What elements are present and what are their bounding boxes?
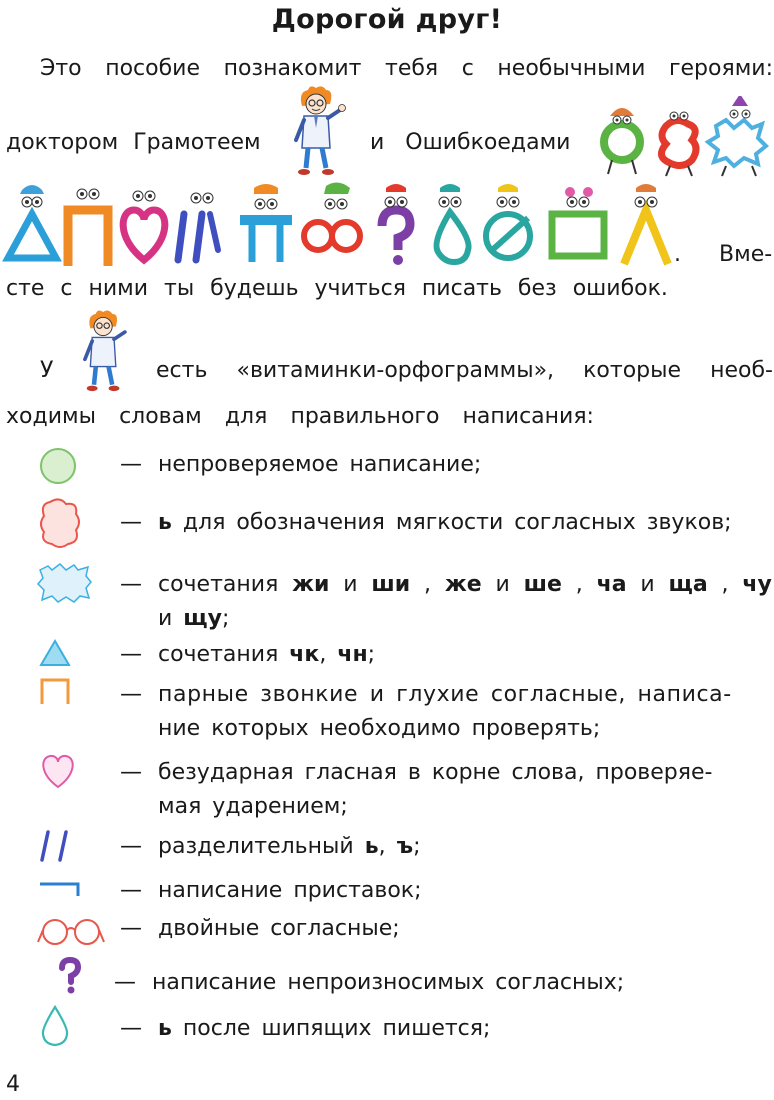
bold-letter: ь <box>158 1016 172 1041</box>
bold-letters: чк <box>289 642 320 667</box>
legend-text-part: и <box>158 606 184 631</box>
period: . <box>674 242 681 267</box>
monster-lambda <box>624 184 668 264</box>
double-slash-icon <box>38 828 72 864</box>
word: необ- <box>710 358 773 383</box>
monsters-group-1-icon <box>596 96 774 180</box>
legend-text: написание приставок; <box>158 878 422 903</box>
doctor-gramotey-small-icon <box>74 306 134 398</box>
bold-letters: чу <box>742 572 772 597</box>
legend-text-part: , <box>424 572 432 597</box>
green-circle-icon <box>38 446 78 486</box>
legend-text-part: после шипящих пишется; <box>171 1016 491 1041</box>
bold-letters: жи <box>292 572 330 597</box>
monster-bracket <box>68 189 108 266</box>
word: ты <box>164 276 195 301</box>
legend-text: мая ударением; <box>158 794 348 819</box>
word: есть <box>156 358 208 383</box>
monster-glasses <box>304 182 360 250</box>
page-number: 4 <box>6 1072 20 1097</box>
bold-letter: ь <box>364 834 379 859</box>
dash: — <box>120 642 142 667</box>
triangle-icon <box>38 638 72 668</box>
legend-text <box>158 1016 490 1041</box>
bold-letter: ь <box>158 510 172 535</box>
legend-text <box>158 572 772 597</box>
word: без <box>517 276 557 301</box>
word: героями: <box>668 56 773 81</box>
legend-text-part: ; <box>221 606 230 631</box>
drop-icon <box>38 1004 72 1048</box>
intro-line-4 <box>6 276 668 301</box>
prefix-mark-icon <box>38 880 82 900</box>
legend-text <box>158 834 421 859</box>
word: пособие <box>105 56 201 81</box>
monster-rect <box>552 187 604 256</box>
monster-drop <box>437 184 469 262</box>
red-blob-icon <box>38 496 82 550</box>
word: познакомит <box>223 56 362 81</box>
intro-line-3-end: Вме- <box>719 242 773 267</box>
legend-text: ние которых необходимо проверять; <box>158 716 601 741</box>
word: будешь <box>210 276 299 301</box>
dash: — <box>120 510 142 535</box>
blue-burst-icon <box>36 562 92 604</box>
monster-slashes <box>178 193 218 260</box>
legend-text: написание непроизносимых согласных; <box>152 970 625 995</box>
dash: — <box>120 1016 142 1041</box>
legend-text-part: , <box>721 572 729 597</box>
legend-text: двойные согласные; <box>158 916 400 941</box>
legend-text-part: и <box>495 572 510 597</box>
legend-text <box>158 510 732 535</box>
word: учиться <box>314 276 406 301</box>
legend-text-part: сочетания <box>158 642 290 667</box>
legend-text: безударная гласная в корне слова, проверяе- <box>158 760 713 785</box>
dash: — <box>120 452 142 477</box>
legend-text-part: , <box>378 834 397 859</box>
dash: — <box>120 760 142 785</box>
legend-text-part: разделительный <box>158 834 365 859</box>
word: ходимы <box>6 404 96 429</box>
bold-letter: ъ <box>396 834 414 859</box>
bold-letters: ше <box>523 572 562 597</box>
word: Это <box>40 56 82 81</box>
legend-text-part: и <box>640 572 655 597</box>
word: с <box>60 276 73 301</box>
glasses-icon <box>36 912 106 948</box>
dash: — <box>114 970 136 995</box>
word: ошибок. <box>572 276 668 301</box>
intro-line-2b: и Ошибкоедами <box>370 130 571 155</box>
vitamins-line-1 <box>156 358 773 383</box>
word: необычными <box>497 56 646 81</box>
legend-text-part: сочетания <box>158 572 279 597</box>
vitamins-u: У <box>40 358 54 383</box>
monster-stress <box>486 184 530 258</box>
legend-text-part: ; <box>413 834 421 859</box>
word: для <box>224 404 268 429</box>
dash: — <box>120 834 142 859</box>
word: правильного <box>290 404 440 429</box>
doctor-gramotey-icon <box>284 84 350 180</box>
legend-text <box>158 606 229 631</box>
bracket-icon <box>38 676 72 706</box>
word: ними <box>88 276 149 301</box>
monster-triangle <box>8 185 56 258</box>
word: сте <box>6 276 45 301</box>
dash: — <box>120 572 142 597</box>
legend-text: непроверяемое написание; <box>158 452 482 477</box>
intro-line-1 <box>40 56 773 81</box>
question-icon <box>56 956 84 996</box>
word: писать <box>421 276 502 301</box>
heart-icon <box>38 752 78 790</box>
intro-line-2a: доктором Грамотеем <box>6 130 261 155</box>
bold-letters: щу <box>183 606 222 631</box>
word: словам <box>119 404 202 429</box>
word: тебя <box>385 56 439 81</box>
legend-text: парные звонкие и глухие согласные, написа- <box>158 682 732 707</box>
word: написания: <box>462 404 594 429</box>
legend-text-part: , <box>319 642 338 667</box>
bold-letters: чн <box>337 642 368 667</box>
legend-text-part: для обозначения мягкости согласных звуков; <box>171 510 732 535</box>
bold-letters: ши <box>371 572 411 597</box>
dash: — <box>120 916 142 941</box>
legend-text-part: и <box>343 572 358 597</box>
bold-letters: ча <box>596 572 627 597</box>
monster-heart <box>123 191 165 260</box>
dash: — <box>120 682 142 707</box>
word: с <box>461 56 474 81</box>
legend-text-part: , <box>575 572 583 597</box>
page-title: Дорогой друг! <box>271 4 503 35</box>
monster-question <box>382 184 410 265</box>
ochibkoedy-row-icon <box>0 180 690 270</box>
legend-text <box>158 642 375 667</box>
word: «витаминки-орфограммы», <box>236 358 555 383</box>
legend-text-part: ; <box>367 642 376 667</box>
dash: — <box>120 878 142 903</box>
word: которые <box>583 358 682 383</box>
monster-prefix <box>240 184 292 262</box>
bold-letters: же <box>444 572 482 597</box>
bold-letters: ща <box>668 572 708 597</box>
vitamins-line-2 <box>6 404 594 429</box>
